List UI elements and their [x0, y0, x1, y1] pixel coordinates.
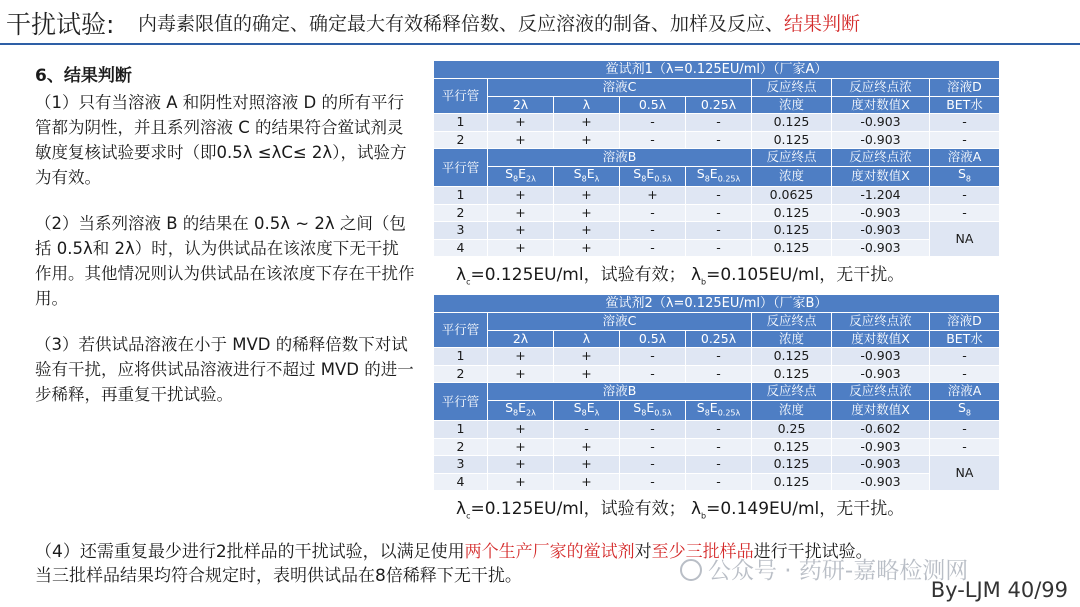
col-header-s8e2l: $S_8E_{2\lambda}$ — [488, 166, 554, 187]
col-header-log: 反应终点浓 — [832, 149, 930, 167]
col-header-s8el: $S_8E_\lambda$ — [554, 400, 620, 421]
col-header-tube: 平行管 — [434, 383, 488, 421]
table-caption: 鲎试剂1（λ=0.125EU/ml）（厂家A） — [434, 61, 1000, 79]
col-header-log: 反应终点浓 — [832, 383, 930, 401]
table-row: 1 + + - - 0.125 -0.903 - — [434, 348, 1000, 366]
col-header-s8e025l: $S_8E_{0.25\lambda}$ — [686, 400, 752, 421]
col-header-solution-c: 溶液C — [488, 313, 752, 331]
col-header-bet-water: BET水 — [930, 96, 1000, 114]
reagent-2-conclusion: $\lambda_c=0.125EU/ml$，试验有效； $\lambda_b=0.149EU/ml$，无干扰。 — [456, 499, 905, 521]
col-header-log: 反应终点浓 — [832, 79, 930, 97]
col-header-endpoint-2: 浓度 — [752, 400, 832, 421]
table-row: 2 + + - - 0.125 -0.903 - — [434, 438, 1000, 456]
col-header-tube: 平行管 — [434, 79, 488, 114]
reagent-2-table — [433, 294, 1000, 491]
na-cell: NA — [930, 222, 1000, 257]
col-header-c: 0.5λ — [620, 330, 686, 348]
col-header-solution-a: 溶液A — [930, 383, 1000, 401]
col-header-s8e05l: $S_8E_{0.5\lambda}$ — [620, 400, 686, 421]
col-header-c: λ — [554, 96, 620, 114]
reagent-1-table — [433, 60, 1000, 257]
col-header-s8e2l: $S_8E_{2\lambda}$ — [488, 400, 554, 421]
table-row: 1 + - - - 0.25 -0.602 - — [434, 421, 1000, 439]
col-header-c: 0.25λ — [686, 96, 752, 114]
col-header-c: λ — [554, 330, 620, 348]
table-row: 4 + + - - 0.125 -0.903 — [434, 473, 1000, 491]
col-header-tube: 平行管 — [434, 313, 488, 348]
col-header-c: 0.5λ — [620, 96, 686, 114]
slide-header — [0, 0, 1080, 42]
col-header-log: 反应终点浓 — [832, 313, 930, 331]
paragraph-2: （2）当系列溶液 B 的结果在 0.5λ ~ 2λ 之间（包括 0.5λ和 2λ）时，认为供试品在该浓度下无干扰作用。其他情况则认为供试品在该浓度下存在干扰作用。 — [35, 214, 415, 308]
page-number: By-LJM 40/99 — [930, 578, 1068, 602]
table-caption: 鲎试剂2（λ=0.125EU/ml）（厂家B） — [434, 295, 1000, 313]
col-header-c: 0.25λ — [686, 330, 752, 348]
col-header-solution-d: 溶液D — [930, 313, 1000, 331]
slide-subtitle: 内毒素限值的确定、确定最大有效稀释倍数、反应溶液的制备、加样及反应、结果判断 — [138, 13, 861, 35]
col-header-s8e05l: $S_8E_{0.5\lambda}$ — [620, 166, 686, 187]
col-header-s8: $S_8$ — [930, 166, 1000, 187]
col-header-endpoint: 反应终点 — [752, 149, 832, 167]
paragraph-4: （4）还需重复最少进行2批样品的干扰试验，以满足使用两个生产厂家的鲎试剂对至少三批样品进行干扰试验。 当三批样品结果均符合规定时，表明供试品在8倍稀释下无干扰。 — [35, 542, 873, 586]
col-header-solution-c: 溶液C — [488, 79, 752, 97]
result-judgement-text — [35, 64, 415, 407]
table-row: 3 + + - - 0.125 -0.903 NA — [434, 222, 1000, 240]
col-header-s8e025l: $S_8E_{0.25\lambda}$ — [686, 166, 752, 187]
na-cell: NA — [930, 456, 1000, 491]
table-row: 2 + + - - 0.125 -0.903 - — [434, 204, 1000, 222]
col-header-endpoint: 反应终点 — [752, 79, 832, 97]
col-header-endpoint-2: 浓度 — [752, 330, 832, 348]
table-row: 1 + + - - 0.125 -0.903 - — [434, 114, 1000, 132]
section-heading: 6、结果判断 — [35, 66, 132, 86]
col-header-log-2: 度对数值X — [832, 96, 930, 114]
col-header-log-2: 度对数值X — [832, 166, 930, 187]
col-header-solution-a: 溶液A — [930, 149, 1000, 167]
col-header-c: 2λ — [488, 330, 554, 348]
col-header-log-2: 度对数值X — [832, 330, 930, 348]
paragraph-3: （3）若供试品溶液在小于 MVD 的稀释倍数下对试验有干扰，应将供试品溶液进行不超过 MVD 的进一步稀释，再重复干扰试验。 — [35, 335, 414, 404]
col-header-endpoint-2: 浓度 — [752, 96, 832, 114]
table-row: 2 + + - - 0.125 -0.903 - — [434, 131, 1000, 149]
table-row: 4 + + - - 0.125 -0.903 — [434, 239, 1000, 257]
table-row: 2 + + - - 0.125 -0.903 - — [434, 365, 1000, 383]
header-divider — [0, 43, 1080, 45]
col-header-log-2: 度对数值X — [832, 400, 930, 421]
reagent-1-conclusion: $\lambda_c=0.125EU/ml$，试验有效； $\lambda_b=0.105EU/ml$，无干扰。 — [456, 265, 905, 287]
slide-title: 干扰试验: — [6, 10, 115, 39]
col-header-s8: $S_8$ — [930, 400, 1000, 421]
col-header-s8el: $S_8E_\lambda$ — [554, 166, 620, 187]
col-header-solution-d: 溶液D — [930, 79, 1000, 97]
col-header-bet-water: BET水 — [930, 330, 1000, 348]
col-header-endpoint-2: 浓度 — [752, 166, 832, 187]
col-header-endpoint: 反应终点 — [752, 313, 832, 331]
col-header-tube: 平行管 — [434, 149, 488, 187]
col-header-solution-b: 溶液B — [488, 149, 752, 167]
col-header-endpoint: 反应终点 — [752, 383, 832, 401]
col-header-c: 2λ — [488, 96, 554, 114]
wechat-icon — [680, 559, 702, 581]
col-header-solution-b: 溶液B — [488, 383, 752, 401]
table-row: 3 + + - - 0.125 -0.903 NA — [434, 456, 1000, 474]
table-row: 1 + + + - 0.0625 -1.204 - — [434, 187, 1000, 205]
paragraph-1: （1）只有当溶液 A 和阴性对照溶液 D 的所有平行管都为阴性，并且系列溶液 C 的结果符合鲎试剂灵敏度复核试验要求时（即0.5λ ≤λC≤ 2λ），试验方为有效。 — [35, 93, 407, 187]
watermark: 公众号 · 药研-嘉略检测网 — [680, 552, 968, 585]
